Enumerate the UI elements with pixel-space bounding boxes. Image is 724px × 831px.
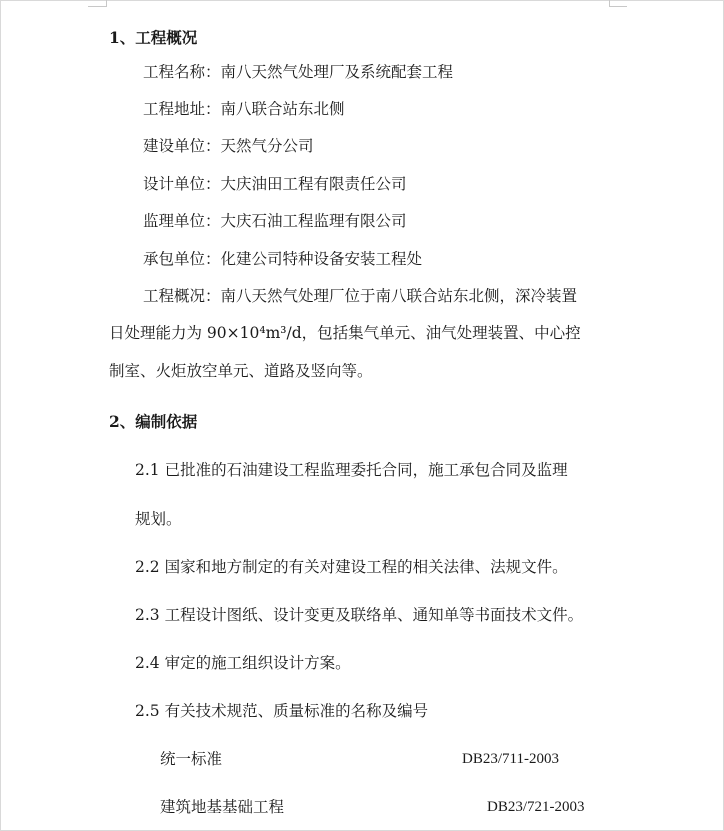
project-address: 工程地址：南八联合站东北侧 [143,100,345,118]
designer-unit: 设计单位：大庆油田工程有限责任公司 [143,175,407,193]
standard-code: DB23/721-2003 [487,799,585,815]
overview-line-1: 工程概况：南八天然气处理厂位于南八联合站东北侧，深冷装置 [143,287,578,305]
standard-code: DB23/711-2003 [462,751,559,767]
crop-mark-top-left [88,6,107,7]
project-name: 工程名称：南八天然气处理厂及系统配套工程 [143,63,454,81]
basis-item-2-2: 2.2 国家和地方制定的有关对建设工程的相关法律、法规文件。 [135,558,568,576]
contractor-unit: 承包单位：化建公司特种设备安装工程处 [143,250,423,268]
crop-mark-top-right-vertical [609,0,610,6]
standard-name: 建筑地基基础工程 [160,798,285,816]
basis-item-2-3: 2.3 工程设计图纸、设计变更及联络单、通知单等书面技术文件。 [135,606,584,624]
crop-mark-top-left-vertical [106,0,107,6]
basis-item-2-5: 2.5 有关技术规范、质量标准的名称及编号 [135,702,429,720]
overview-line-2: 日处理能力为 90×10⁴m³/d，包括集气单元、油气处理装置、中心控 [109,324,581,342]
basis-item-2-4: 2.4 审定的施工组织设计方案。 [135,654,351,672]
section2-heading: 2、编制依据 [109,412,198,431]
supervisor-unit: 监理单位：大庆石油工程监理有限公司 [143,212,407,230]
standard-name: 统一标准 [160,750,223,768]
basis-item-2-1-cont: 规划。 [135,510,182,528]
section1-heading: 1、工程概况 [109,28,198,47]
crop-mark-top-right [609,6,627,7]
owner-unit: 建设单位：天然气分公司 [143,137,314,155]
overview-line-3: 制室、火炬放空单元、道路及竖向等。 [109,362,373,380]
basis-item-2-1: 2.1 已批准的石油建设工程监理委托合同，施工承包合同及监理 [135,461,568,479]
